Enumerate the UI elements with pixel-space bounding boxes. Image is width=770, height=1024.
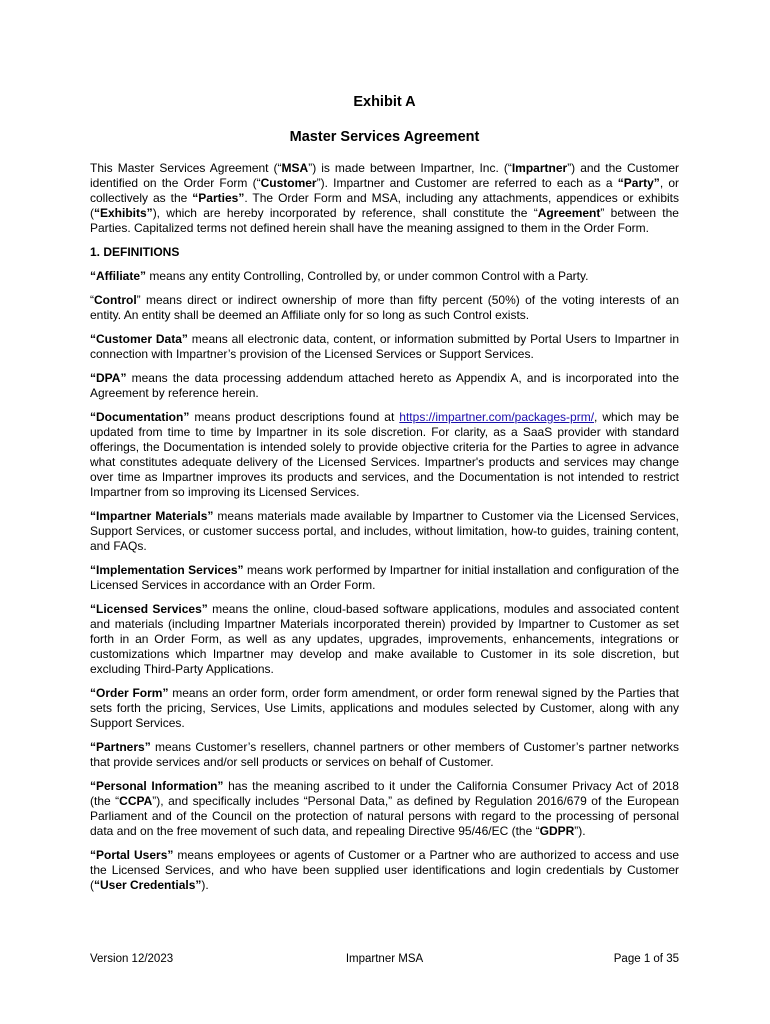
definition-partners: “Partners” means Customer’s resellers, channel partners or other members of Customer’s partner networks that provide services and/or sell products or services on behalf of Customer. bbox=[90, 740, 679, 769]
definition-documentation: “Documentation” means product descriptions found at https://impartner.com/packages-prm/, which may be updated from time to time by Impartner in its sole discretion. For clarity, as a SaaS provider with standard offerings, the Documentation is intended solely to provide objective criteria for the Parties to agree in advance what constitutes adequate delivery of the Licensed Services. Impartner's products and services may change over time as Impartner improves its products and services, and the Documentation is not intended to restrict Impartner from so improving its Licensed Services. bbox=[90, 410, 679, 499]
definition-licensed-services: “Licensed Services” means the online, cloud-based software applications, modules and associated content and materials (including Impartner Materials incorporated therein) provided by Impartner to Customer as set forth in an Order Form, as well as any updates, upgrades, improvements, enhancements, integrations or customizations which Impartner may develop and make available to Customer in its sole discretion, but excluding Third-Party Applications. bbox=[90, 602, 680, 676]
definition-personal-information: “Personal Information” has the meaning ascribed to it under the California Consumer Privacy Act of 2018 (the “CCPA”), and specifically includes “Personal Data,” as defined by Regulation 2016/679 of the European Parliament and of the Council on the protection of natural persons with regard to the processing of personal data and on the free movement of such data, and repealing Directive 95/46/EC (the “GDPR”). bbox=[90, 779, 679, 838]
documentation-link[interactable]: https://impartner.com/packages-prm/ bbox=[399, 410, 595, 424]
footer-page-number: Page 1 of 35 bbox=[613, 953, 679, 965]
definition-order-form: “Order Form” means an order form, order form amendment, or order form renewal signed by the Parties that sets forth the pricing, Services, Use Limits, applications and modules selected by Customer, along with any Support Services. bbox=[90, 686, 679, 730]
exhibit-title: Exhibit A bbox=[353, 94, 416, 110]
definition-impartner-materials: “Impartner Materials” means materials made available by Impartner to Customer via the Licensed Services, Support Services, or customer success portal, and includes, without limitation, how-to guides, training content, and FAQs. bbox=[90, 509, 679, 553]
definition-control: “Control” means direct or indirect ownership of more than fifty percent (50%) of the voting interests of an entity. An entity shall be deemed an Affiliate only for so long as such Control exists. bbox=[90, 293, 679, 322]
document-body bbox=[90, 93, 679, 893]
definition-dpa: “DPA” means the data processing addendum attached hereto as Appendix A, and is incorporated into the Agreement by reference herein. bbox=[90, 371, 679, 400]
footer-version: Version 12/2023 bbox=[90, 953, 174, 965]
section-heading-definitions: 1. DEFINITIONS bbox=[90, 245, 180, 259]
intro-paragraph: This Master Services Agreement (“MSA”) is made between Impartner, Inc. (“Impartner”) and the Customer identified on the Order Form (“Customer”). Impartner and Customer are referred to each as a “Party”, or collectively as the “Parties”. The Order Form and MSA, including any attachments, appendices or exhibits (“Exhibits”), which are hereby incorporated by reference, shall constitute the “Agreement” between the Parties. Capitalized terms not defined herein shall have the meaning assigned to them in the Order Form. bbox=[90, 161, 680, 235]
document-title: Master Services Agreement bbox=[289, 129, 480, 145]
definition-portal-users: “Portal Users” means employees or agents of Customer or a Partner who are authorized to access and use the Licensed Services, and who have been supplied user identifications and login credentials by Customer (“User Credentials”). bbox=[90, 848, 679, 892]
definition-implementation-services: “Implementation Services” means work performed by Impartner for initial installation and configuration of the Licensed Services in accordance with an Order Form. bbox=[90, 563, 679, 592]
footer-doc-name: Impartner MSA bbox=[345, 953, 424, 965]
definition-customer-data: “Customer Data” means all electronic data, content, or information submitted by Portal Users to Impartner in connection with Impartner’s provision of the Licensed Services or Support Services. bbox=[90, 332, 680, 361]
definition-affiliate: “Affiliate” means any entity Controlling, Controlled by, or under common Control with a Party. bbox=[90, 269, 589, 283]
